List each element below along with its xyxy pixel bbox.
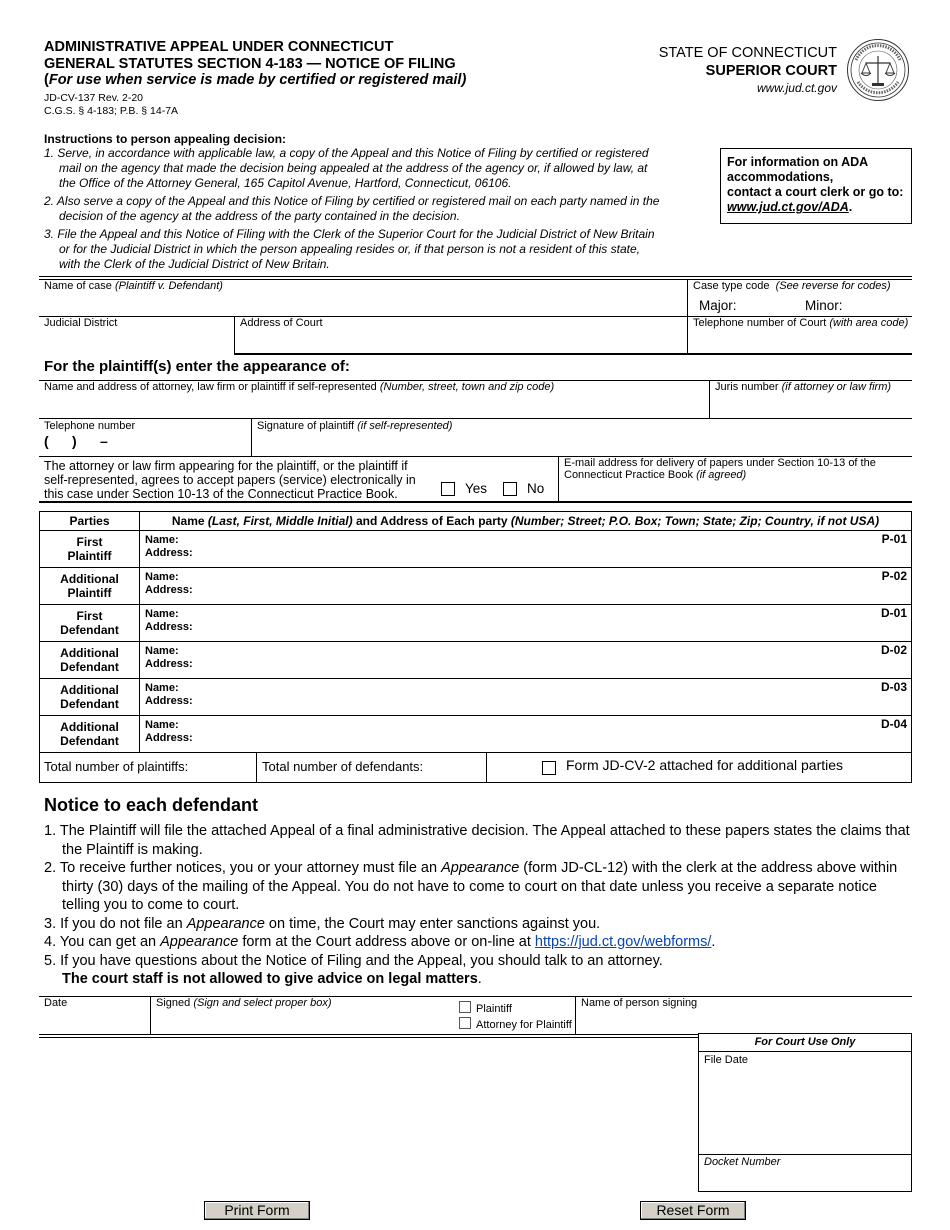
major-label: Major: <box>699 298 737 313</box>
party-type <box>40 605 140 642</box>
court-name: SUPERIOR COURT <box>705 63 837 79</box>
party-type <box>40 716 140 753</box>
party-address-label: Address: <box>145 695 193 707</box>
notice-2b: (form JD-CL-12) with the clerk at the address above within thirty (30) days of the mailing of the Appeal. You do not have to come to court on that date unless you receive a separate notice telling you to come to court. <box>62 860 898 913</box>
notice-3a: 3. If you do not file an <box>44 915 187 932</box>
webforms-link[interactable]: https://jud.ct.gov/webforms/ <box>534 934 712 950</box>
party-name-label: Name: <box>145 571 179 583</box>
notice-3b: on time, the Court may enter sanctions against you. <box>264 915 601 932</box>
party-type <box>40 642 140 679</box>
notice-4c: . <box>711 934 716 950</box>
parties-col-header: Parties <box>40 512 140 531</box>
ada-link-line <box>727 200 905 215</box>
notice-item <box>44 933 914 952</box>
appearance-heading: For the plaintiff(s) enter the appearance of: <box>44 358 350 375</box>
court-address-label: Address of Court <box>240 317 323 329</box>
telephone-label: Telephone number <box>44 420 136 432</box>
notice-4a: 4. You can get an <box>44 934 161 950</box>
ada-period: . <box>848 200 853 214</box>
court-website: www.jud.ct.gov <box>756 81 837 95</box>
signed-label <box>156 997 332 1010</box>
party-name-address-field[interactable] <box>140 716 912 753</box>
email-label-italic: (if agreed) <box>696 469 747 481</box>
party-type-line1: Additional <box>60 720 119 734</box>
party-code: D-02 <box>880 643 907 657</box>
party-code: D-04 <box>880 717 907 731</box>
party-name-label: Name: <box>145 645 179 657</box>
court-use-title: For Court Use Only <box>754 1036 856 1048</box>
signature-label-text: Signature of plaintiff <box>257 420 355 432</box>
party-row <box>40 605 912 642</box>
party-name-label: Name: <box>145 719 179 731</box>
connecticut-seal-icon <box>846 38 910 102</box>
notice-5: 5. If you have questions about the Notice of Filing and the Appeal, you should talk to an attorney. <box>44 952 663 969</box>
party-address-label: Address: <box>145 658 193 670</box>
col-name-italic-1: (Last, First, Middle Initial) <box>207 514 353 528</box>
email-label <box>564 457 904 481</box>
efile-agreement-text: The attorney or law firm appearing for the plaintiff, or the plaintiff if self-represented, agrees to accept papers (service) electronically in this case under Section 10-13 of the Connecticut Practice Book. <box>44 459 416 501</box>
party-row <box>40 531 912 568</box>
docket-number-label: Docket Number <box>704 1156 781 1168</box>
reset-form-button[interactable]: Reset Form <box>640 1201 746 1220</box>
party-type-line2: Plaintiff <box>67 586 112 600</box>
attorney-address-label-text: Name and address of attorney, law firm or plaintiff if self-represented <box>44 381 377 393</box>
notice-2a: 2. To receive further notices, you or your attorney must file an <box>44 860 442 876</box>
party-row <box>40 716 912 753</box>
notice-item <box>44 952 914 989</box>
ada-link[interactable]: www.jud.ct.gov/ADA <box>727 200 849 214</box>
party-row <box>40 679 912 716</box>
party-type-line2: Defendant <box>60 660 119 674</box>
juris-label-text: Juris number <box>715 381 779 393</box>
party-address-label: Address: <box>145 547 193 559</box>
telephone-format[interactable]: ( ) – <box>44 433 108 449</box>
party-type-line2: Defendant <box>60 697 119 711</box>
state-name: STATE OF CONNECTICUT <box>658 45 837 61</box>
party-code: P-01 <box>881 532 907 546</box>
case-name-label-text: Name of case <box>44 280 112 292</box>
notice-2-italic: Appearance <box>441 860 520 876</box>
additional-parties-checkbox[interactable] <box>542 761 556 775</box>
party-type-line2: Plaintiff <box>67 549 112 563</box>
ada-line-2: contact a court clerk or go to: <box>727 185 904 199</box>
instructions-title: Instructions to person appealing decision: <box>44 132 287 146</box>
file-date-label: File Date <box>704 1054 749 1066</box>
email-label-text: E-mail address for delivery of papers under Section 10-13 of the Connecticut Practice Book <box>564 457 876 481</box>
notice-3-italic: Appearance <box>186 915 265 932</box>
title-line-3-italic: For use when service is made by certified or registered mail) <box>48 72 467 88</box>
instructions-list <box>44 146 664 275</box>
party-row <box>40 568 912 605</box>
plaintiff-checkbox-label: Plaintiff <box>476 1003 512 1015</box>
signed-label-italic: (Sign and select proper box) <box>193 997 332 1009</box>
party-address-label: Address: <box>145 621 193 633</box>
form-number-block <box>44 92 178 118</box>
case-type-label <box>693 280 891 293</box>
party-code: P-02 <box>881 569 907 583</box>
party-type-line1: First <box>76 609 103 623</box>
party-type-line1: Additional <box>60 683 119 697</box>
notice-list <box>44 822 914 989</box>
party-name-address-field[interactable] <box>140 531 912 568</box>
instruction-item: 2. Also serve a copy of the Appeal and this Notice of Filing by certified or registered mail on each party named in the decision of the agency at the address of the party contained in the decision. <box>44 194 660 223</box>
plaintiff-signature-label <box>257 420 452 433</box>
ada-line-1: For information on ADA accommodations, <box>727 155 868 184</box>
juris-label-italic: (if attorney or law firm) <box>781 381 892 393</box>
notice-4-italic: Appearance <box>160 934 239 950</box>
efile-yes-label: Yes <box>465 481 488 496</box>
attorney-address-label <box>44 381 554 394</box>
case-name-label-italic: (Plaintiff v. Defendant) <box>114 280 223 292</box>
attorney-address-label-italic: (Number, street, town and zip code) <box>379 381 555 393</box>
title-line-3 <box>44 72 466 89</box>
signature-label-italic: (if self-represented) <box>357 420 453 432</box>
juris-number-label <box>715 381 891 394</box>
party-type-line2: Defendant <box>60 734 119 748</box>
court-phone-label-text: Telephone number of Court <box>693 317 827 329</box>
party-name-address-field[interactable] <box>140 642 912 679</box>
instruction-item: 1. Serve, in accordance with applicable law, a copy of the Appeal and this Notice of Filing by certified or registered mail on the agency that made the decision being appealed at the address of the agency or, if allowed by law, at the Office of the Attorney General, 165 Capitol Avenue, Hartford, Connecticut, 06106. <box>44 146 649 190</box>
party-code: D-03 <box>880 680 907 694</box>
plaintiff-checkbox[interactable] <box>459 1001 471 1013</box>
additional-parties-label: Form JD-CV-2 attached for additional parties <box>566 757 844 773</box>
party-type-line1: Additional <box>60 572 119 586</box>
title-line-2: GENERAL STATUTES SECTION 4-183 — NOTICE OF FILING <box>44 55 456 72</box>
party-name-label: Name: <box>145 534 179 546</box>
court-header <box>659 44 837 97</box>
notice-item <box>44 915 914 934</box>
court-phone-label-italic: (with area code) <box>829 317 909 329</box>
party-type <box>40 679 140 716</box>
party-type <box>40 568 140 605</box>
minor-label: Minor: <box>805 298 843 313</box>
party-name-address-field[interactable] <box>140 605 912 642</box>
parties-header-row <box>40 512 912 531</box>
party-type-line1: Additional <box>60 646 119 660</box>
attorney-checkbox[interactable] <box>459 1017 471 1029</box>
ada-info-box <box>720 148 912 224</box>
total-defendants-label: Total number of defendants: <box>262 759 424 774</box>
court-phone-label <box>693 317 908 330</box>
notice-item <box>44 859 914 915</box>
party-name-label: Name: <box>145 608 179 620</box>
form-title <box>44 39 466 89</box>
title-line-1: ADMINISTRATIVE APPEAL UNDER CONNECTICUT <box>44 39 394 55</box>
col-name-prefix: Name <box>171 514 205 528</box>
notice-4b: form at the Court address above or on-line at <box>238 934 535 950</box>
efile-yes-checkbox[interactable] <box>441 482 455 496</box>
case-name-label <box>44 280 223 293</box>
signer-name-label: Name of person signing <box>581 997 698 1009</box>
print-form-button[interactable]: Print Form <box>204 1201 310 1220</box>
total-plaintiffs-label: Total number of plaintiffs: <box>44 759 189 774</box>
party-name-label: Name: <box>145 682 179 694</box>
title-paren: ( <box>44 72 49 88</box>
parties-table <box>39 511 912 753</box>
judicial-district-label: Judicial District <box>44 317 118 329</box>
party-code: D-01 <box>880 606 907 620</box>
col-name-italic-2: (Number; Street; P.O. Box; Town; State; Zip; Country, if not USA) <box>510 514 880 528</box>
case-type-label-italic: (See reverse for codes) <box>775 280 891 292</box>
notice-5-bold: The court staff is not allowed to give advice on legal matters <box>62 971 478 987</box>
form-number: JD-CV-137 Rev. 2-20 <box>44 92 144 104</box>
party-address-label: Address: <box>145 732 193 744</box>
efile-no-label: No <box>527 481 545 496</box>
party-address-label: Address: <box>145 584 193 596</box>
case-type-label-text: Case type code <box>693 280 770 292</box>
instruction-item: 3. File the Appeal and this Notice of Filing with the Clerk of the Superior Court for the Judicial District of New Britain or for the Judicial District in which the person appealing resides or, if that person is not a resident of this state, with the Clerk of the Judicial District of New Britain. <box>44 227 655 271</box>
col-name-mid: and Address of Each party <box>355 514 508 528</box>
notice-heading: Notice to each defendant <box>44 795 259 815</box>
party-name-address-field[interactable] <box>140 568 912 605</box>
efile-no-checkbox[interactable] <box>503 482 517 496</box>
party-name-address-field[interactable] <box>140 679 912 716</box>
party-type-line1: First <box>76 535 103 549</box>
party-type-line2: Defendant <box>60 623 119 637</box>
date-label: Date <box>44 997 68 1009</box>
statute-reference: C.G.S. § 4-183; P.B. § 14-7A <box>44 105 179 117</box>
notice-5-end: . <box>477 971 482 987</box>
signed-label-text: Signed <box>156 997 191 1009</box>
party-type <box>40 531 140 568</box>
name-address-col-header <box>140 512 912 531</box>
notice-item: 1. The Plaintiff will file the attached Appeal of a final administrative decision. The Appeal attached to these papers states the claims that the Plaintiff is making. <box>44 823 910 858</box>
attorney-checkbox-label: Attorney for Plaintiff <box>476 1019 572 1031</box>
party-row <box>40 642 912 679</box>
